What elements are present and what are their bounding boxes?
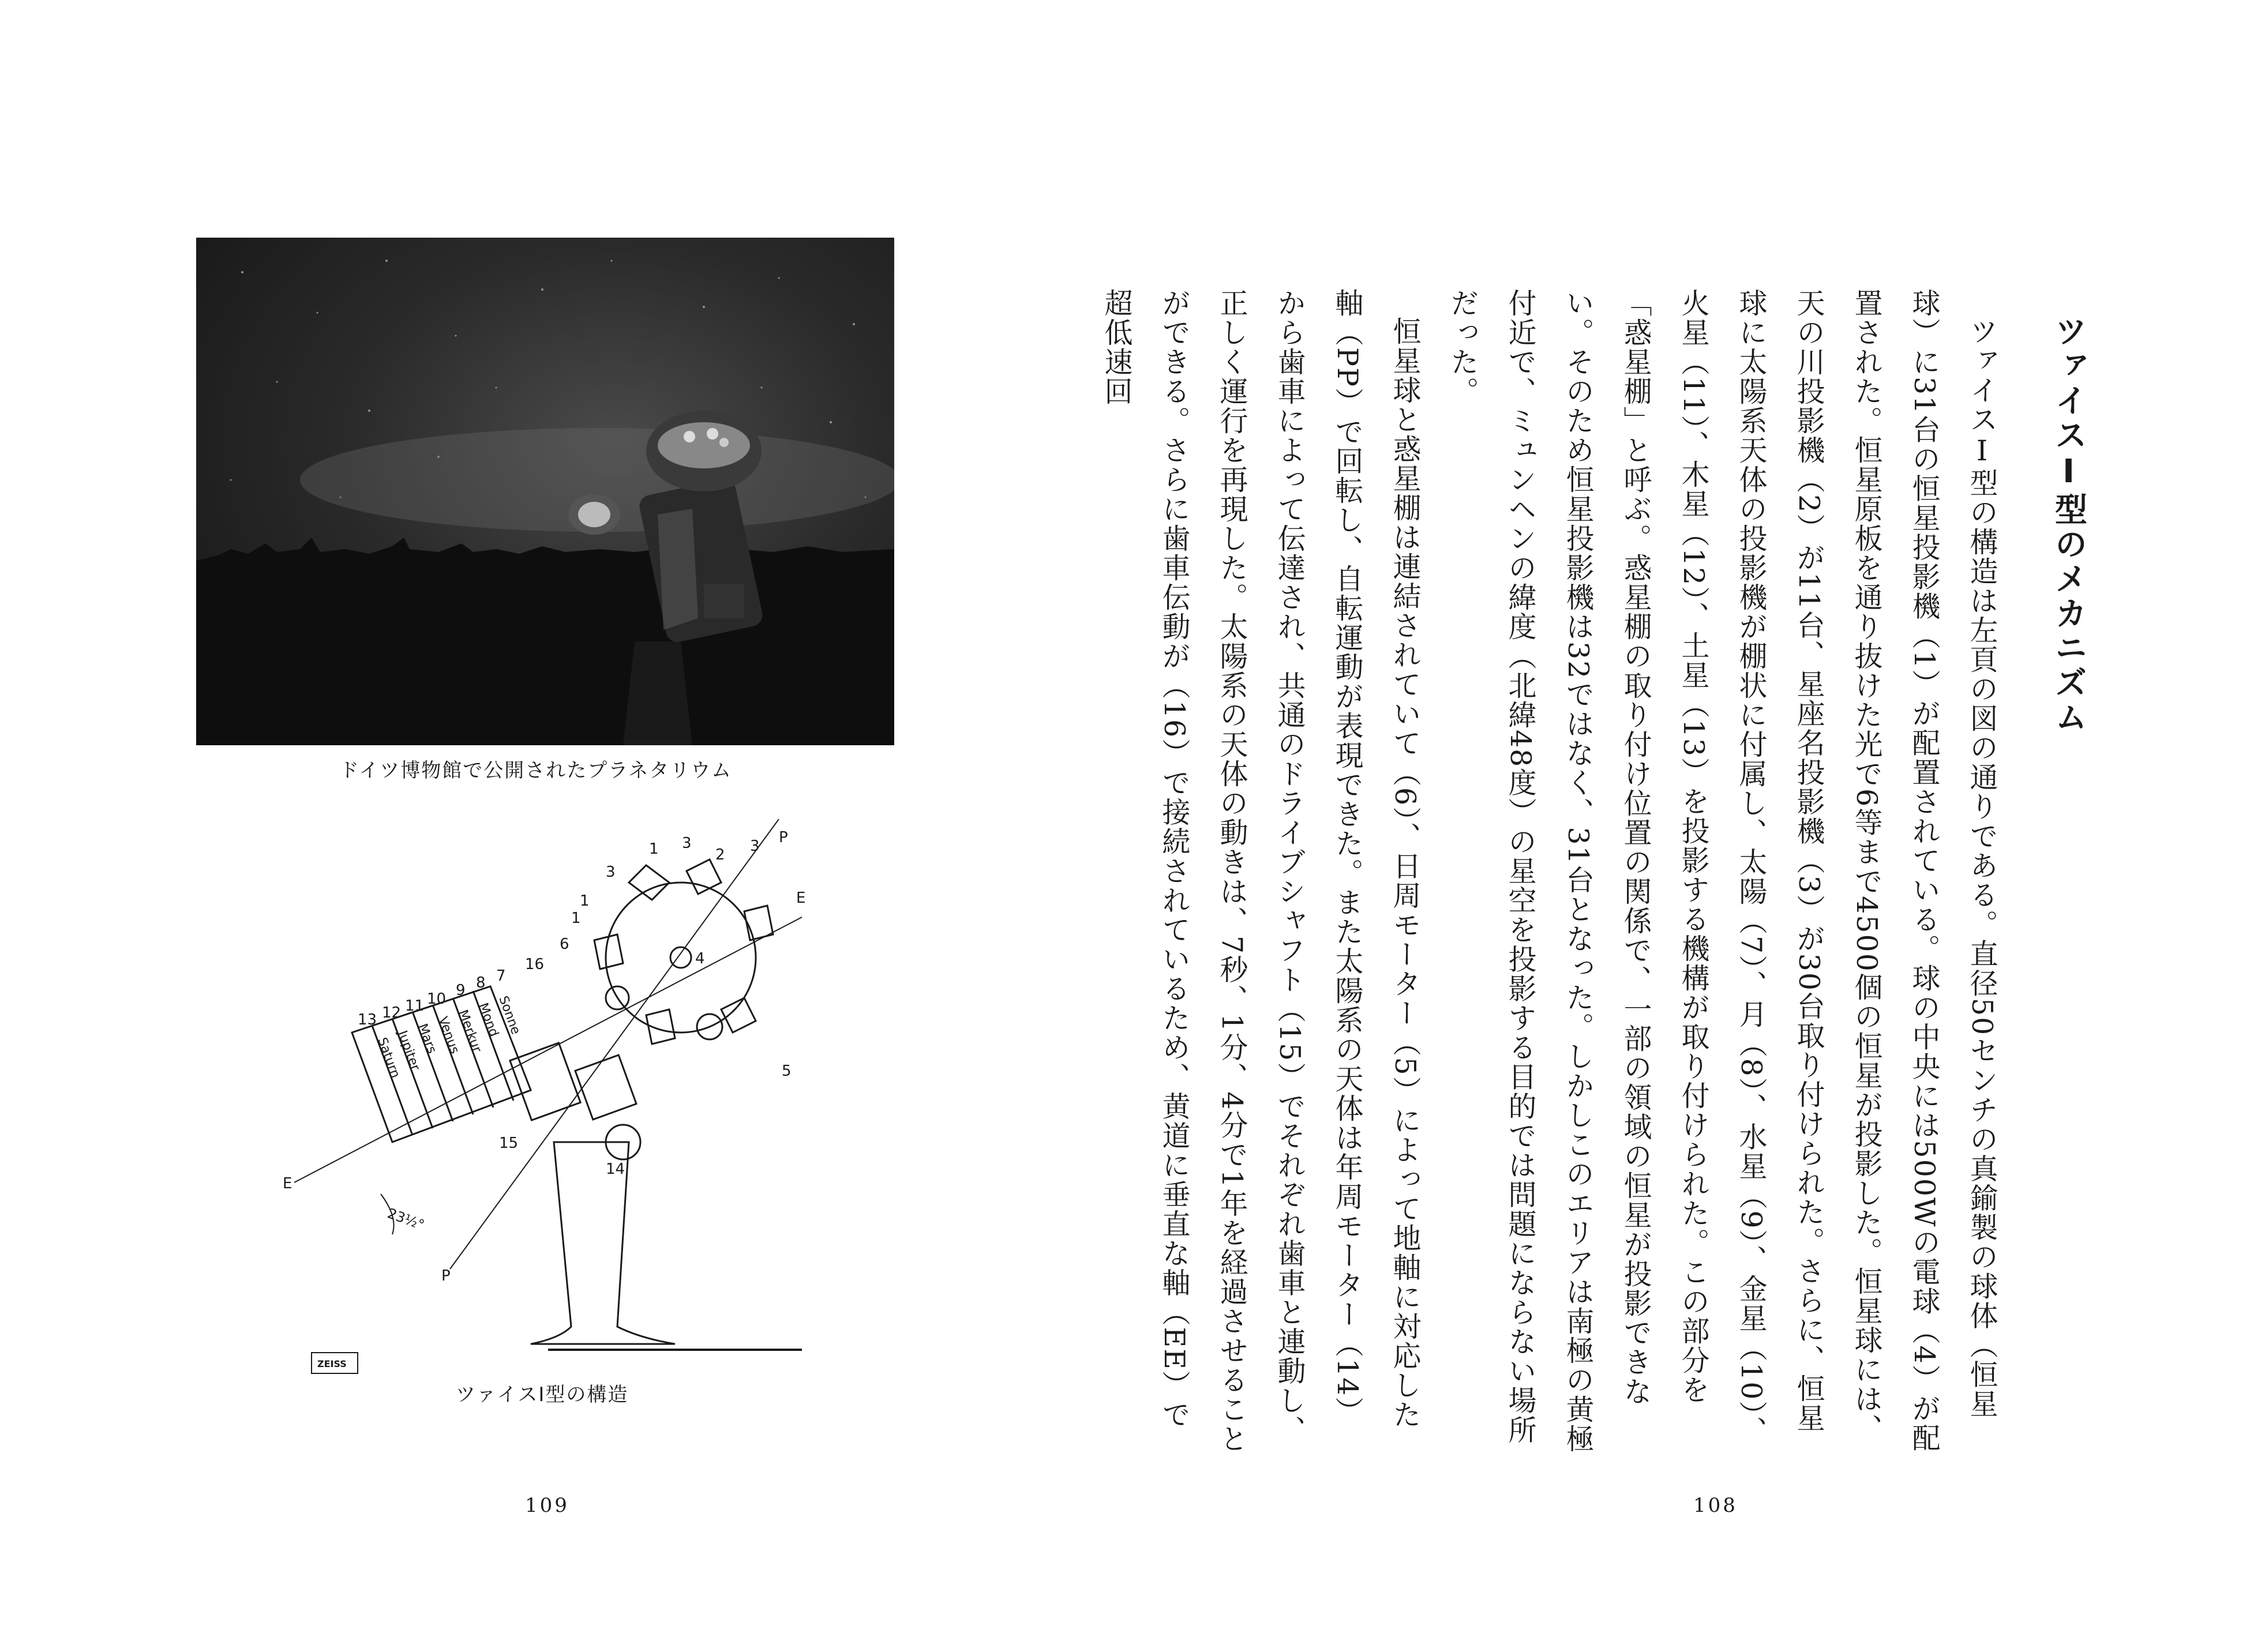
svg-text:15: 15 bbox=[499, 1135, 519, 1152]
svg-text:3: 3 bbox=[750, 838, 760, 855]
svg-text:Sonne: Sonne bbox=[496, 994, 523, 1037]
diagram-caption: ツァイスⅠ型の構造 bbox=[456, 1383, 629, 1406]
svg-text:E: E bbox=[283, 1175, 292, 1192]
body-text bbox=[1100, 288, 2011, 1454]
svg-text:P: P bbox=[779, 829, 788, 846]
svg-text:4: 4 bbox=[695, 950, 705, 967]
svg-text:Jupiter: Jupiter bbox=[395, 1028, 423, 1073]
svg-text:7: 7 bbox=[496, 967, 506, 985]
section-heading: ツァイスⅠ型のメカニズム bbox=[2050, 314, 2087, 735]
page-number: 109 bbox=[525, 1494, 569, 1517]
svg-text:23½°: 23½° bbox=[385, 1205, 427, 1234]
paragraph: 恒星球と惑星棚は連結されていて（6）、日周モーター（5）によって地軸に対応した軸（PP）で回転し、自転運動が表現できた。また太陽系の天体は年周モーター（14）から歯車によって伝達され、共通のドライブシャフト（15）でそれぞれ歯車と連動し、正しく運行を再現した。太陽系の天体の動きは、7秒、1分、4分で1年を経過させることができる。さらに歯車伝動が（16）で接続されているため、黄道に垂直な軸（EE）で超低速回 bbox=[1100, 288, 1422, 1454]
svg-text:11: 11 bbox=[405, 997, 425, 1015]
svg-text:13: 13 bbox=[358, 1011, 377, 1028]
svg-text:5: 5 bbox=[782, 1062, 792, 1080]
svg-text:Mars: Mars bbox=[415, 1022, 439, 1056]
stand bbox=[531, 1142, 675, 1344]
svg-text:12: 12 bbox=[382, 1004, 402, 1022]
svg-text:Venus: Venus bbox=[435, 1015, 462, 1056]
svg-text:10: 10 bbox=[427, 990, 447, 1008]
planetarium-photo-illustration bbox=[196, 238, 894, 745]
svg-text:14: 14 bbox=[606, 1161, 625, 1178]
svg-text:16: 16 bbox=[525, 956, 545, 973]
svg-text:Merkur: Merkur bbox=[455, 1008, 485, 1055]
zeiss-structure-diagram bbox=[271, 819, 842, 1384]
photo-caption: ドイツ博物館で公開されたプラネタリウム bbox=[339, 759, 732, 782]
svg-text:6: 6 bbox=[560, 936, 569, 953]
svg-text:Saturn: Saturn bbox=[374, 1035, 403, 1080]
svg-text:ZEISS: ZEISS bbox=[317, 1358, 347, 1369]
paragraph: ツァイスⅠ型の構造は左頁の図の通りである。直径50センチの真鍮製の球体（恒星球）に31台の恒星投影機（1）が配置されている。球の中央には500Wの電球（4）が配置された。恒星原板を通り抜けた光で6等まで4500個の恒星が投影した。恒星球には、天の川投影機（2）が11台、星座名投影機（3）が30台取り付けられた。さらに、恒星球に太陽系天体の投影機が棚状に付属し、太陽（7）、月（8）、水星（9）、金星（10）、火星（11）、木星（12）、土星（13）を投影する機構が取り付けられた。この部分を「惑星棚」と呼ぶ。惑星棚の取り付け位置の関係で、一部の領域の恒星が投影できない。そのため恒星投影機は32ではなく、31台となった。しかしこのエリアは南極の黄極付近で、ミュンヘンの緯度（北緯48度）の星空を投影する目的では問題にならない場所だった。 bbox=[1446, 288, 1998, 1454]
svg-text:2: 2 bbox=[715, 846, 725, 863]
svg-text:8: 8 bbox=[476, 974, 486, 992]
star-globe bbox=[606, 883, 756, 1032]
svg-text:1: 1 bbox=[580, 892, 590, 910]
svg-text:E: E bbox=[796, 889, 806, 907]
svg-text:9: 9 bbox=[456, 982, 466, 999]
svg-text:1: 1 bbox=[649, 840, 659, 858]
svg-text:1: 1 bbox=[571, 910, 581, 927]
planetarium-photo bbox=[196, 238, 894, 745]
svg-text:3: 3 bbox=[682, 835, 692, 852]
svg-text:3: 3 bbox=[606, 863, 616, 881]
page-number: 108 bbox=[1693, 1494, 1738, 1517]
svg-text:Mond: Mond bbox=[475, 1001, 501, 1039]
svg-text:P: P bbox=[441, 1267, 451, 1285]
